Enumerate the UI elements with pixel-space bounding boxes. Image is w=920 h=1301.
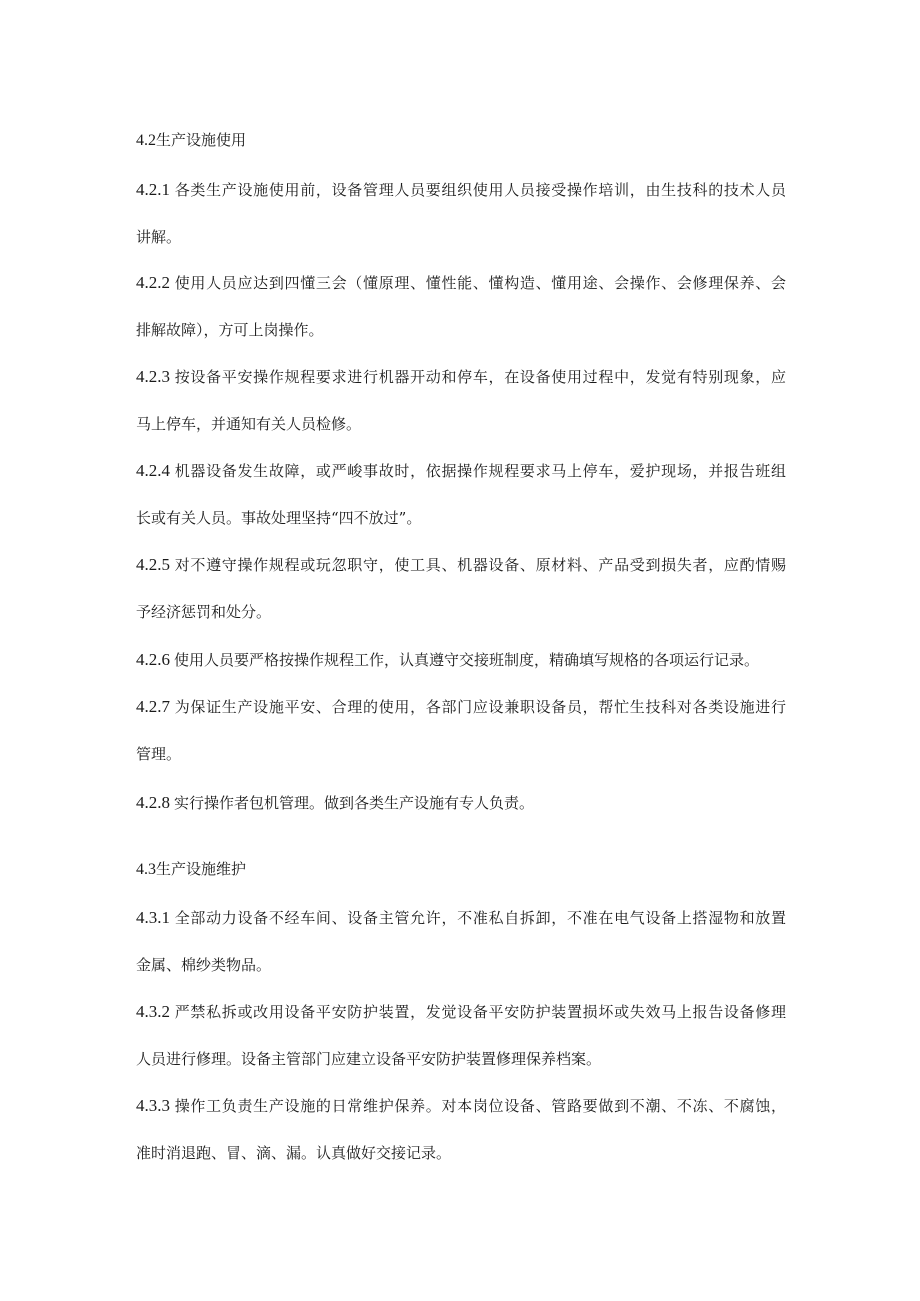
clause-4-2-1 [136, 180, 786, 247]
clause-line [136, 697, 786, 717]
clause-text: 使用人员要严格按操作规程工作，认真遵守交接班制度，精确填写规格的各项运行记录。 [174, 651, 760, 669]
clause-4-2-8 [136, 793, 786, 813]
clause-text: 按设备平安操作规程要求进行机器开动和停车，在设备使用过程中，发觉有特别现象，应 [174, 368, 786, 386]
clause-number: 4.2.7 [136, 697, 170, 716]
clause-4-2-6 [136, 650, 786, 670]
clause-4-3-1 [136, 908, 786, 975]
section-heading-4-2 [136, 130, 246, 151]
clause-line: 讲解。 [136, 228, 182, 246]
clause-line: 准时消退跑、冒、滴、漏。认真做好交接记录。 [136, 1144, 452, 1162]
clause-4-2-7 [136, 697, 786, 764]
clause-line [136, 793, 786, 813]
clause-text: 对不遵守操作规程或玩忽职守，使工具、机器设备、原材料、产品受到损失者，应酌情赐 [174, 556, 786, 574]
clause-line: 金属、棉纱类物品。 [136, 956, 272, 974]
clause-number: 4.3.1 [136, 908, 170, 927]
clause-text: 严禁私拆或改用设备平安防护装置，发觉设备平安防护装置损坏或失效马上报告设备修理 [174, 1003, 786, 1021]
clause-number: 4.2.8 [136, 793, 170, 812]
clause-number: 4.2.4 [136, 461, 170, 480]
clause-line [136, 650, 786, 670]
clause-line: 予经济惩罚和处分。 [136, 603, 272, 621]
clause-number: 4.3.3 [136, 1096, 170, 1115]
clause-number: 4.2.2 [136, 273, 170, 292]
clause-line: 管理。 [136, 745, 182, 763]
clause-number: 4.2.1 [136, 180, 170, 199]
section-number: 4.2 [136, 132, 156, 149]
clause-4-3-3 [136, 1096, 786, 1163]
clause-text: 各类生产设施使用前，设备管理人员要组织使用人员接受操作培训，由生技科的技术人员 [174, 181, 786, 199]
clause-4-3-2 [136, 1002, 786, 1069]
clause-4-2-3 [136, 367, 786, 434]
section-title: 生产设施使用 [156, 131, 247, 149]
clause-text: 全部动力设备不经车间、设备主管允许，不准私自拆卸，不准在电气设备上搭湿物和放置 [174, 909, 786, 927]
clause-text: 为保证生产设施平安、合理的使用，各部门应设兼职设备员，帮忙生技科对各类设施进行 [174, 698, 786, 716]
section-title: 生产设施维护 [156, 860, 247, 878]
clause-4-2-2 [136, 273, 786, 340]
section-heading-4-3 [136, 859, 246, 880]
clause-text: 使用人员应达到四懂三会（懂原理、懂性能、懂构造、懂用途、会操作、会修理保养、会 [174, 274, 786, 292]
clause-line [136, 367, 786, 387]
clause-number: 4.2.3 [136, 367, 170, 386]
clause-text: 实行操作者包机管理。做到各类生产设施有专人负责。 [174, 794, 535, 812]
clause-line: 人员进行修理。设备主管部门应建立设备平安防护装置修理保养档案。 [136, 1050, 602, 1068]
clause-line [136, 555, 786, 575]
clause-line: 马上停车，并通知有关人员检修。 [136, 415, 362, 433]
clause-number: 4.2.6 [136, 650, 170, 669]
clause-line: 排解故障），方可上岗操作。 [136, 321, 324, 339]
clause-line: 长或有关人员。事故处理坚持“四不放过”。 [136, 509, 422, 527]
clause-4-2-4 [136, 461, 786, 528]
clause-text: 操作工负责生产设施的日常维护保养。对本岗位设备、管路要做到不潮、不冻、不腐蚀， [174, 1097, 786, 1115]
clause-text: 机器设备发生故障，或严峻事故时，依据操作规程要求马上停车，爱护现场，并报告班组 [174, 462, 786, 480]
clause-line [136, 908, 786, 928]
clause-4-2-5 [136, 555, 786, 622]
clause-line [136, 1096, 786, 1116]
section-number: 4.3 [136, 861, 156, 878]
clause-line [136, 273, 786, 293]
clause-number: 4.3.2 [136, 1002, 170, 1021]
clause-number: 4.2.5 [136, 555, 170, 574]
clause-line [136, 461, 786, 481]
clause-line [136, 180, 786, 200]
clause-line [136, 1002, 786, 1022]
